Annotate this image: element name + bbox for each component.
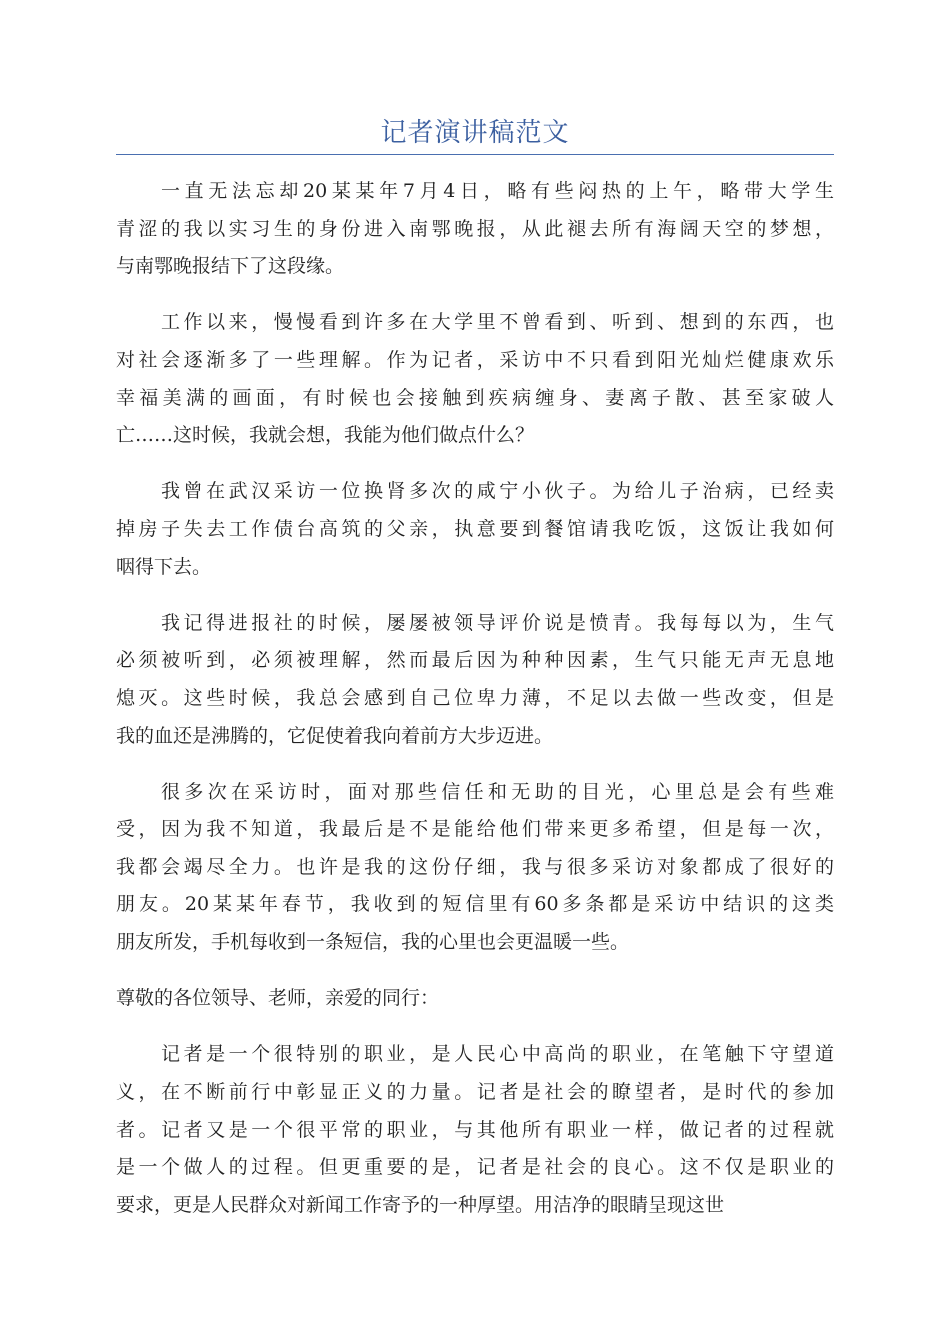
paragraph: [116, 173, 834, 286]
document-body: [116, 173, 834, 1224]
paragraph-line: 掉房子失去工作债台高筑的父亲，执意要到餐馆请我吃饭，这饭让我如何: [116, 517, 834, 540]
paragraph-line: 我的血还是沸腾的，它促使着我向着前方大步迈进。: [116, 724, 554, 747]
paragraph-line: 是一个做人的过程。但更重要的是，记者是社会的良心。这不仅是职业的: [116, 1156, 834, 1179]
paragraph-line: 我都会竭尽全力。也许是我的这份仔细，我与很多采访对象都成了很好的: [116, 855, 834, 878]
paragraph-line: 要求，更是人民群众对新闻工作寄予的一种厚望。用洁净的眼睛呈现这世: [116, 1193, 725, 1216]
paragraph-line: 很多次在采访时，面对那些信任和无助的目光，心里总是会有些难: [161, 780, 834, 803]
paragraph-line: 亡……这时候，我就会想，我能为他们做点什么？: [116, 424, 535, 447]
paragraph-spacing: [116, 962, 834, 981]
paragraph-line: 我曾在武汉采访一位换肾多次的咸宁小伙子。为给儿子治病，已经卖: [161, 480, 834, 503]
paragraph-line: 我记得进报社的时候，屡屡被领导评价说是愤青。我每每以为，生气: [161, 611, 834, 634]
paragraph-line: 朋友所发，手机每收到一条短信，我的心里也会更温暖一些。: [116, 931, 630, 954]
paragraph-spacing: [116, 455, 834, 474]
paragraph-spacing: [116, 586, 834, 605]
paragraph-line: 记者是一个很特别的职业，是人民心中高尚的职业，在笔触下守望道: [161, 1043, 834, 1066]
paragraph-line: 熄灭。这些时候，我总会感到自己位卑力薄，不足以去做一些改变，但是: [116, 686, 834, 709]
paragraph-line: 者。记者又是一个很平常的职业，与其他所有职业一样，做记者的过程就: [116, 1118, 834, 1141]
document-title: 记者演讲稿范文: [380, 118, 570, 148]
paragraph-line: 朋友。20某某年春节，我收到的短信里有60多条都是采访中结识的这类: [116, 893, 834, 916]
paragraph-line: 与南鄂晚报结下了这段缘。: [116, 255, 345, 278]
paragraph-spacing: [116, 755, 834, 774]
paragraph-line: 对社会逐渐多了一些理解。作为记者，采访中不只看到阳光灿烂健康欢乐: [116, 348, 834, 371]
paragraph-line: 工作以来，慢慢看到许多在大学里不曾看到、听到、想到的东西，也: [161, 311, 834, 334]
paragraph-line: 必须被听到，必须被理解，然而最后因为种种因素，生气只能无声无息地: [116, 649, 834, 672]
paragraph-line: 咽得下去。: [116, 555, 212, 578]
title-underline: [116, 154, 834, 155]
paragraph: [116, 304, 834, 454]
paragraph: [116, 1036, 834, 1224]
paragraph-line: 义，在不断前行中彰显正义的力量。记者是社会的瞭望者，是时代的参加: [116, 1081, 834, 1104]
paragraph: [116, 473, 834, 586]
paragraph-line: 一直无法忘却20某某年7月4日，略有些闷热的上午，略带大学生: [161, 180, 834, 202]
paragraph-line: 幸福美满的画面，有时候也会接触到疾病缠身、妻离子散、甚至家破人: [116, 386, 834, 409]
paragraph: [116, 980, 834, 1018]
paragraph: [116, 605, 834, 755]
paragraph-spacing: [116, 1018, 834, 1037]
paragraph-line: 青涩的我以实习生的身份进入南鄂晚报，从此褪去所有海阔天空的梦想，: [116, 217, 834, 240]
paragraph-spacing: [116, 286, 834, 305]
paragraph-line: 尊敬的各位领导、老师，亲爱的同行：: [116, 987, 440, 1010]
paragraph: [116, 774, 834, 962]
paragraph-line: 受，因为我不知道，我最后是不是能给他们带来更多希望，但是每一次，: [116, 818, 834, 841]
